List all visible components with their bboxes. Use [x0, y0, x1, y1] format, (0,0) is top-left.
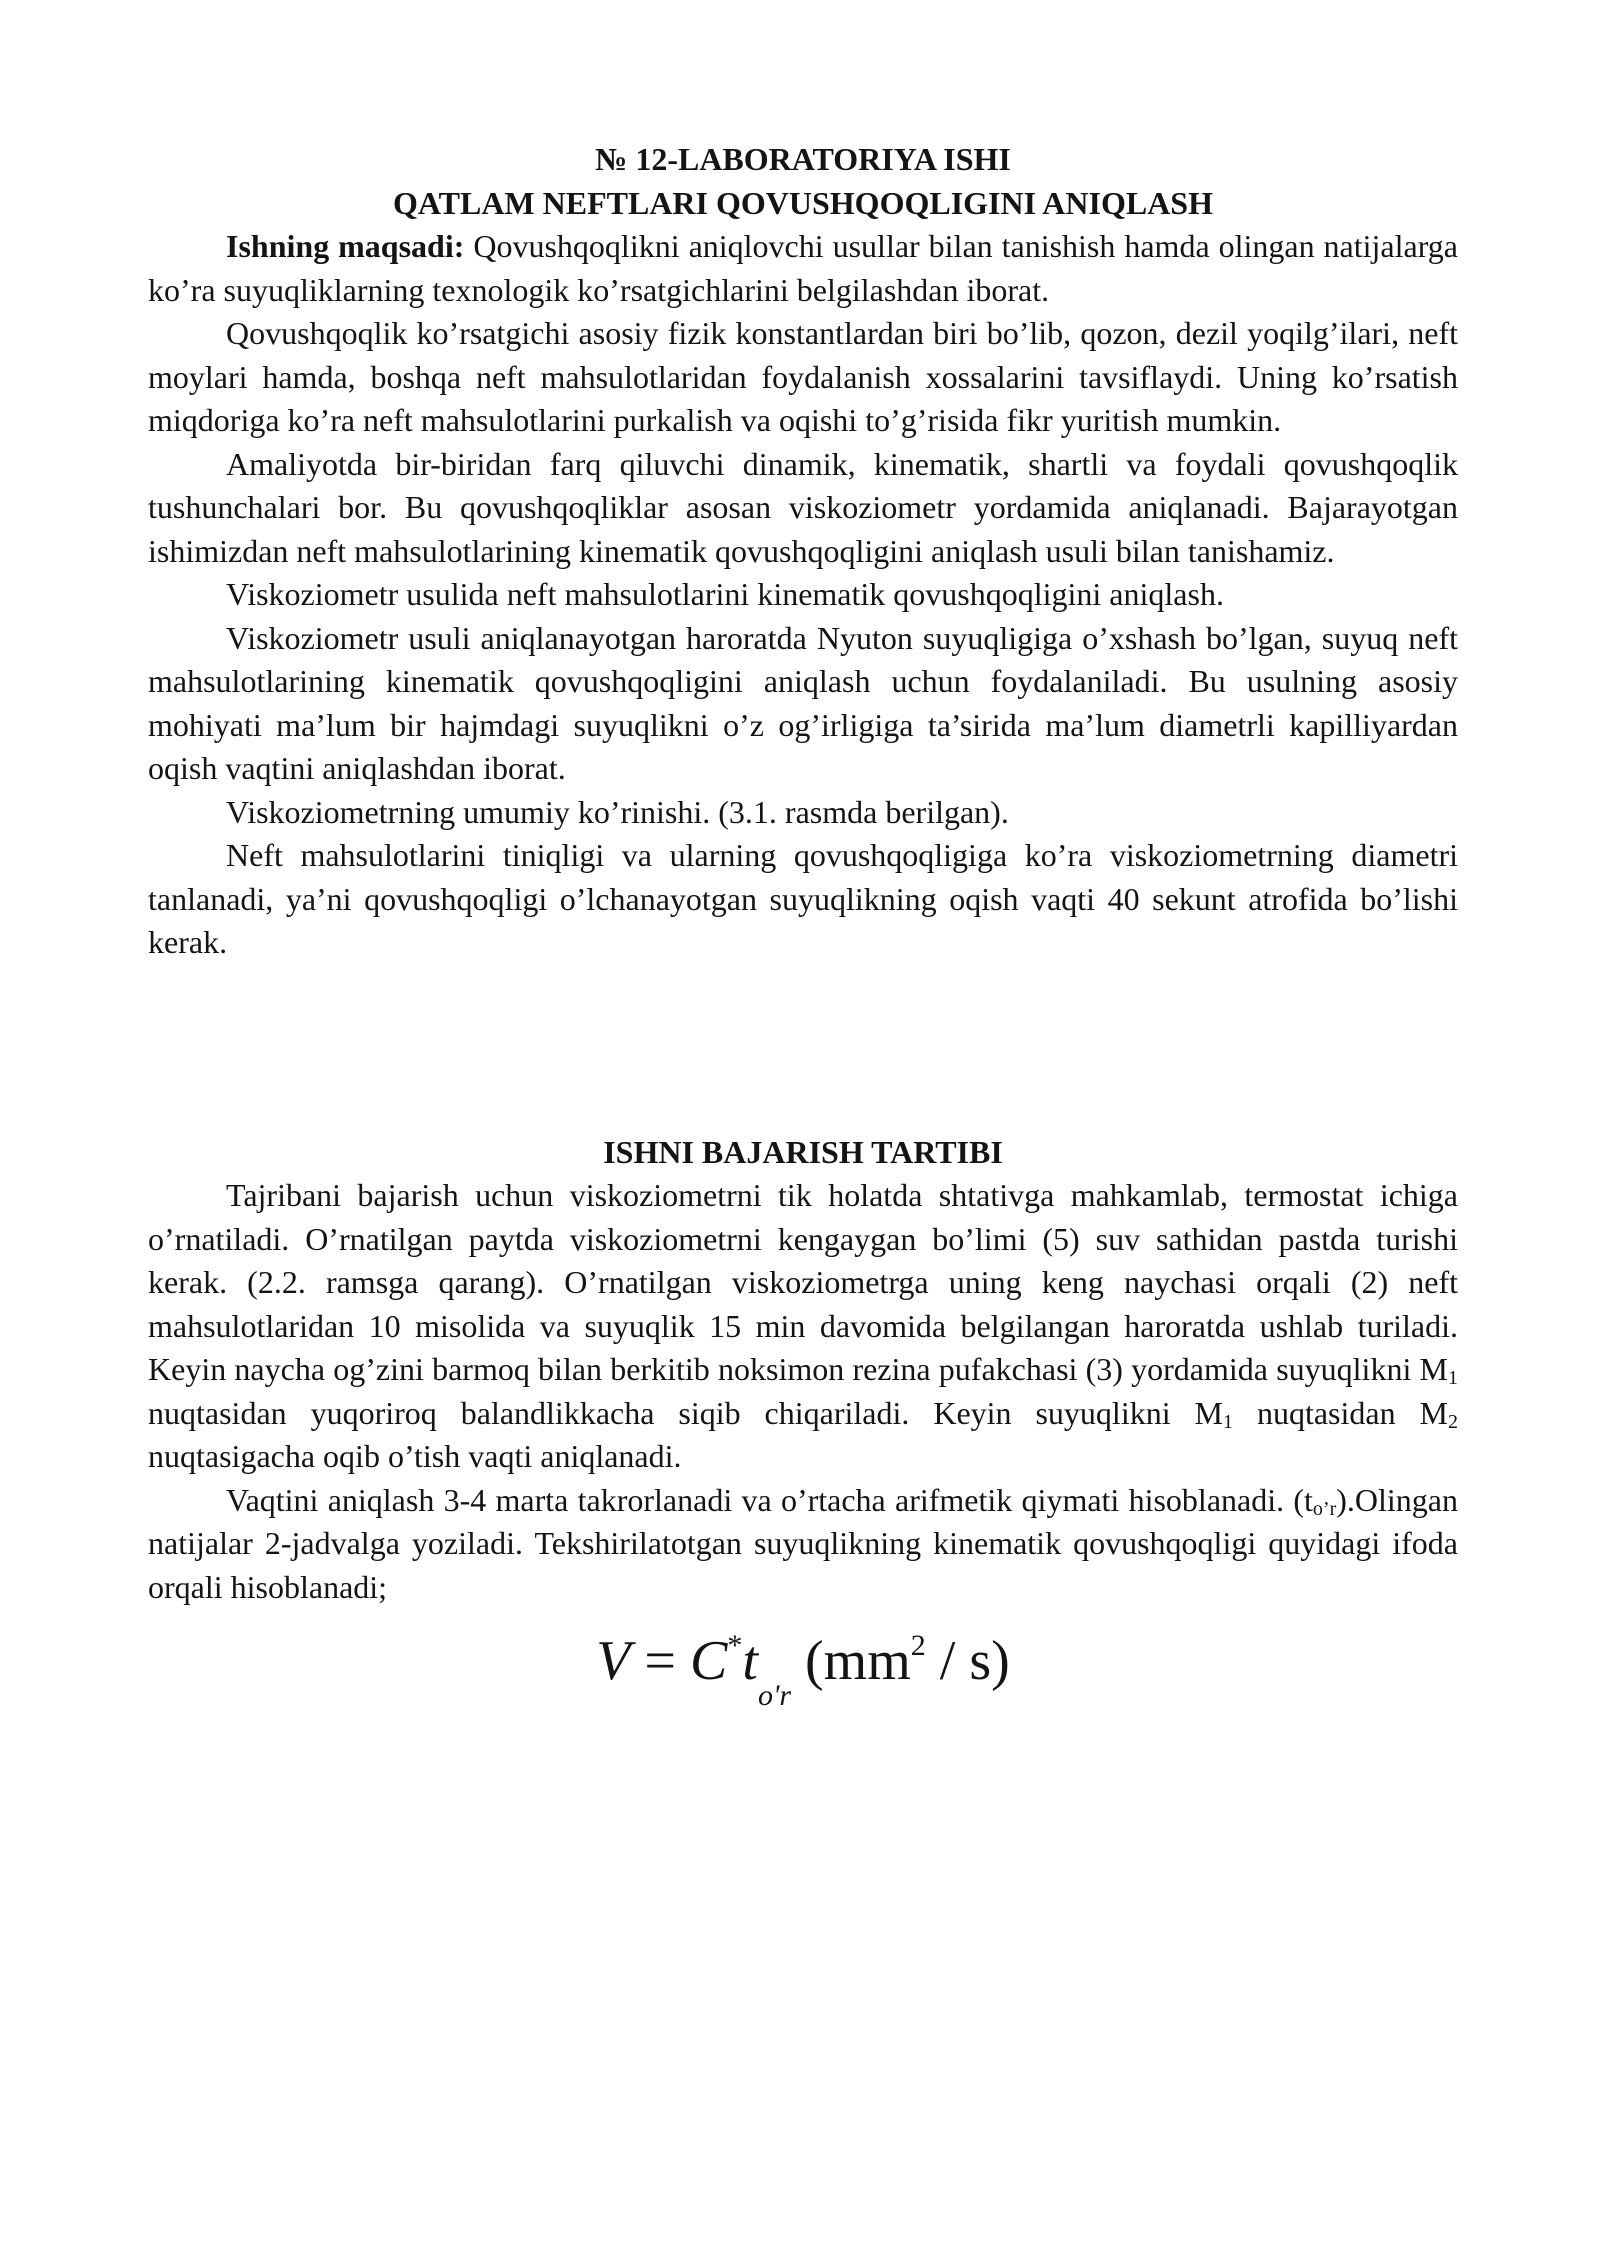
paragraph-2: Amaliyotda bir-biridan farq qiluvchi dinamik, kinematik, shartli va foydali qovushqoqlik tushunchalari bor. Bu qovushqoqliklar asosan viskoziometr yordamida aniqlanadi. Bajarayotgan ishimizdan neft mahsulotlarining kinematik qovushqoqligini aniqlash usuli bilan tanishamiz. [148, 445, 1458, 569]
paragraph-1: Qovushqoqlik ko’rsatgichi asosiy fizik konstantlardan biri bo’lib, qozon, dezil yoqilg’ilari, neft moylari hamda, boshqa neft mahsulotlaridan foydalanish xossalarini tavsiflaydi. Uning ko’rsatish miqdoriga ko’ra neft mahsulotlarini purkalish va oqishi to’g’risida fikr yuritish mumkin. [148, 315, 1458, 438]
subscript-m2: 2 [1448, 1410, 1459, 1433]
formula-unit-rest: / s) [925, 1630, 1010, 1692]
formula-unit-open: (mm [791, 1630, 911, 1692]
lab-number-heading: № 12-LABORATORIYA ISHI [595, 141, 1011, 177]
formula-star: * [727, 1629, 743, 1662]
document-page [148, 138, 1459, 1712]
formula-unit-exponent: 2 [910, 1629, 926, 1662]
goal-label: Ishning maqsadi: [226, 228, 465, 264]
page-title: QATLAM NEFTLARI QOVUSHQOQLIGINI ANIQLASH [393, 184, 1213, 221]
procedure-text-a: Tajribani bajarish uchun viskoziometrni tik holatda shtativga mahkamlab, termostat ichiga o’rnatiladi. O’rnatilgan paytda viskoziometrni kengaygan bo’limi (5) suv sathidan pastda turishi kerak. (2.2. ramsga qarang). O’rnatilgan viskoziometrga uning keng naychasi orqali (2) neft mahsulotlaridan 10 misolida va suyuqlik 15 min davomida belgilangan haroratda ushlab turiladi. Keyin naycha og’zini barmoq bilan berkitib noksimon rezina pufakchasi (3) yordamida suyuqlikni M [148, 1177, 1458, 1387]
viscosity-formula [148, 1611, 1458, 1712]
paragraph-5: Viskoziometrning umumiy ko’rinishi. (3.1. rasmda berilgan). [226, 793, 1009, 830]
formula-c: C [690, 1630, 728, 1692]
procedure-paragraph-1 [148, 1174, 1458, 1479]
subscript-m1-second: 1 [1223, 1410, 1234, 1433]
procedure-text-f: ).Olingan natijalar 2-jadvalga yoziladi. Tekshirilatotgan suyuqlikning kinematik qovushqoqligi quyidagi ifoda orqali hisoblanadi; [148, 1481, 1458, 1605]
paragraph-4: Viskoziometr usuli aniqlanayotgan haroratda Nyuton suyuqligiga o’xshash bo’lgan, suyuq neft mahsulotlarining kinematik qovushqoqligini aniqlash uchun foydalaniladi. Bu usulning asosiy mohiyati ma’lum bir hajmdagi suyuqlikni o’z og’irligiga ta’sirida ma’lum diametrli kapilliyardan oqish vaqtini aniqlashdan iborat. [148, 619, 1458, 786]
procedure-text-c: nuqtasidan M [1233, 1394, 1449, 1431]
subscript-tor: o’r [1312, 1497, 1337, 1520]
formula-t: t [742, 1630, 758, 1692]
paragraph-3: Viskoziometr usulida neft mahsulotlarini kinematik qovushqoqligini aniqlash. [226, 576, 1224, 612]
procedure-text-b: nuqtasidan yuqoriroq balandlikkacha siqib chiqariladi. Keyin suyuqlikni M [148, 1394, 1224, 1431]
formula-t-subscript: o'r [757, 1679, 792, 1712]
goal-text: Qovushqoqlikni aniqlovchi usullar bilan tanishish hamda olingan natijalarga ko’ra suyuqliklarning texnologik ko’rsatgichlarini belgilashdan iborat. [148, 228, 1459, 308]
procedure-paragraph-2 [148, 1479, 1458, 1610]
procedure-text-e: Vaqtini aniqlash 3-4 marta takrorlanadi va o’rtacha arifmetik qiymati hisoblanadi. (t [226, 1481, 1313, 1518]
procedure-heading: ISHNI BAJARISH TARTIBI [603, 1133, 1003, 1170]
goal-paragraph [148, 225, 1458, 312]
paragraph-6: Neft mahsulotlarini tiniqligi va ularning qovushqoqligiga ko’ra viskoziometrning diametri tanlanadi, ya’ni qovushqoqligi o’lchanayotgan suyuqlikning oqish vaqti 40 sekunt atrofida bo’lishi kerak. [148, 837, 1458, 960]
formula-lhs: V [596, 1630, 631, 1692]
procedure-text-d: nuqtasigacha oqib o’tish vaqti aniqlanadi. [148, 1438, 682, 1474]
formula-equals: = [630, 1630, 691, 1692]
subscript-m1: 1 [1448, 1367, 1458, 1389]
